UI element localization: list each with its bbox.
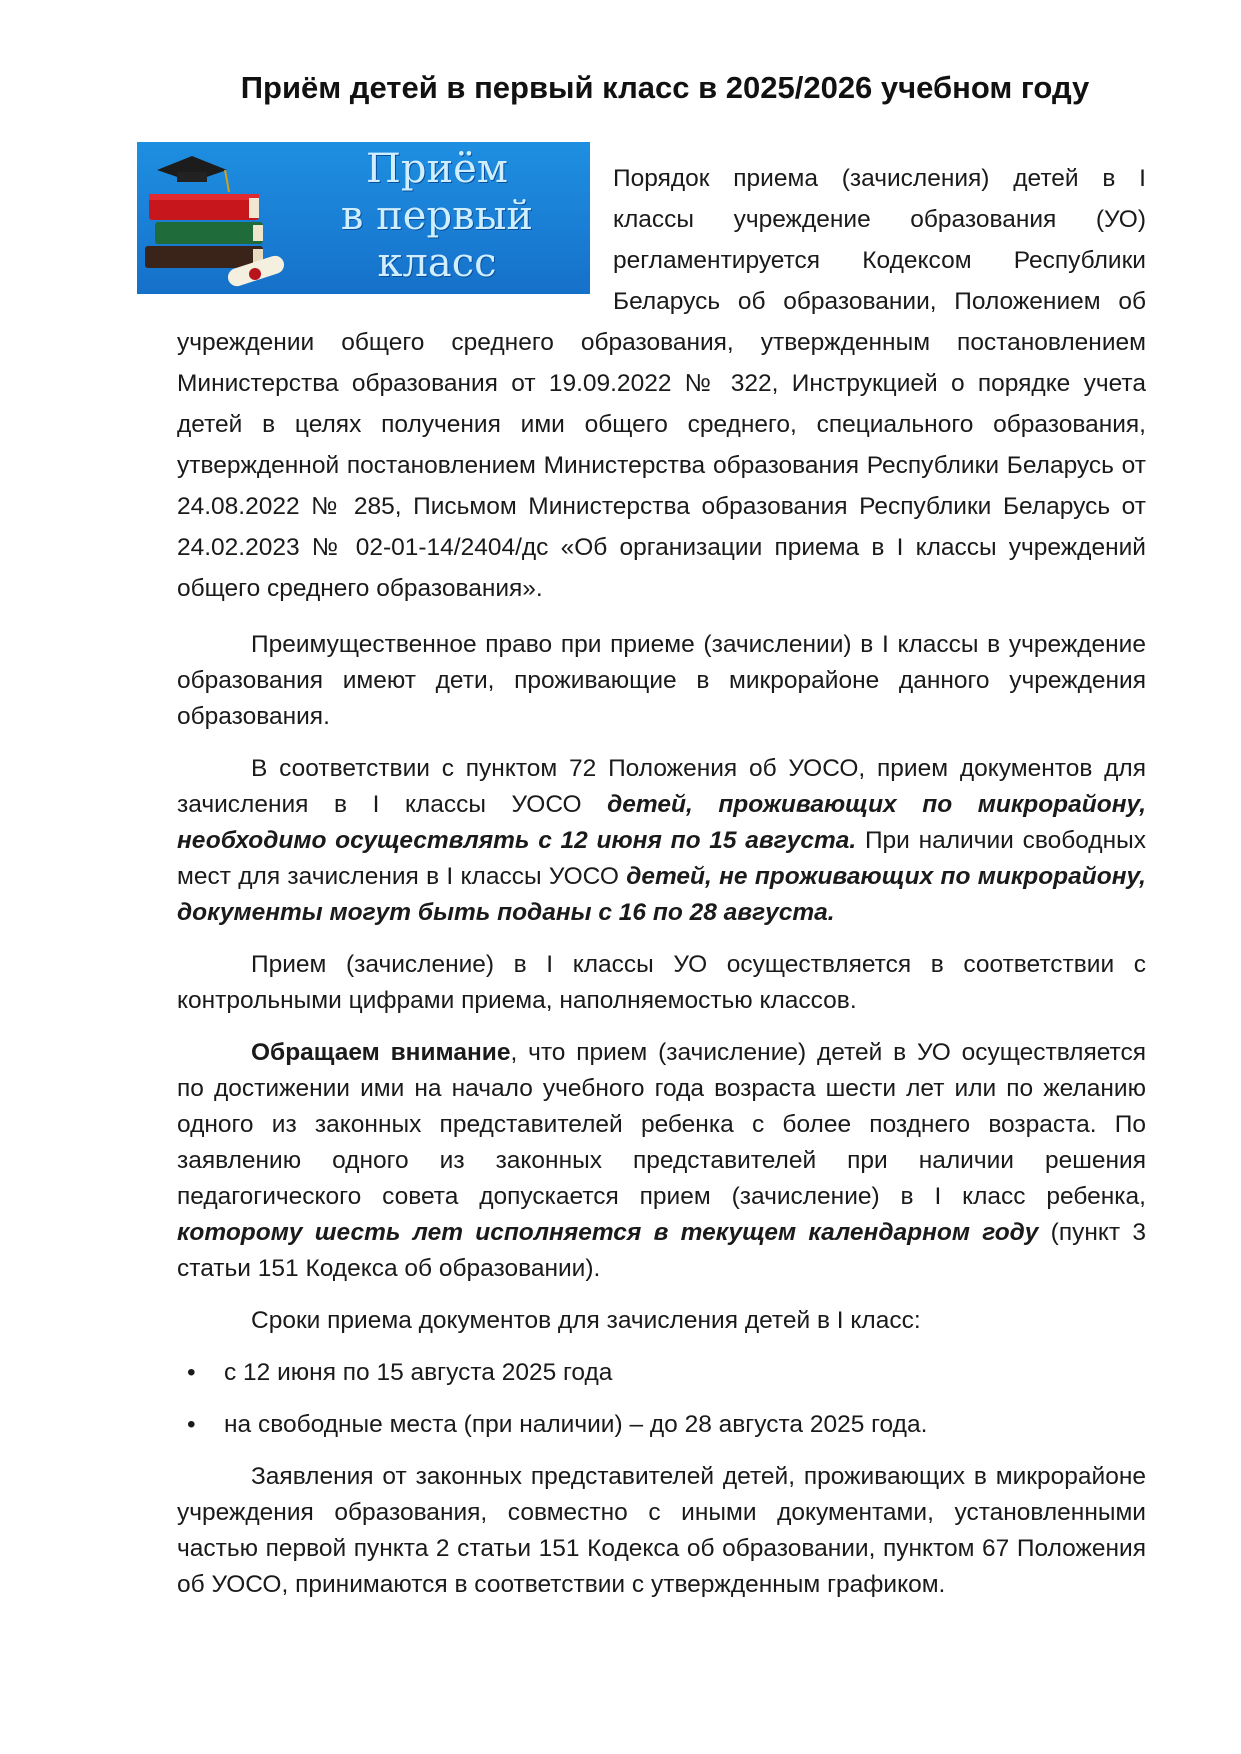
paragraph-priority-right: Преимущественное право при приеме (зачислении) в I классы в учреждение образования имеют дети, проживающие в микрорайоне данного учреждения образования. — [177, 631, 1146, 730]
page-title: Приём детей в первый класс в 2025/2026 учебном году — [240, 70, 1090, 105]
paragraph-deadlines-intro: Сроки приема документов для зачисления детей в I класс: — [251, 1307, 921, 1334]
bullet-icon: • — [187, 1359, 196, 1386]
p5-emphasis-age: которому шесть лет исполняется в текущем календарном году — [177, 1219, 1039, 1246]
paragraph-document-deadlines — [177, 751, 1146, 931]
bullet-icon: • — [187, 1411, 196, 1438]
p5-attention-label: Обращаем внимание — [251, 1039, 511, 1066]
p3-text-a: В соответствии с пунктом 72 Положения об УОСО, прием документов для зачисления в I классы УОСО — [177, 755, 1146, 818]
p3-emphasis-nonresidents: детей, не проживающих по микрорайону, документы могут быть поданы с 16 по 28 августа. — [177, 863, 1146, 926]
list-item-text: с 12 июня по 15 августа 2025 года — [224, 1359, 613, 1386]
banner-line-2: в первый — [340, 193, 534, 239]
p5-text-d: (пункт 3 статьи 151 Кодекса об образовании). — [177, 1219, 1146, 1282]
document-body — [177, 158, 1146, 1619]
list-item — [177, 1355, 1146, 1391]
list-item-text: на свободные места (при наличии) – до 28 августа 2025 года. — [224, 1411, 928, 1438]
paragraph-applications: Заявления от законных представителей детей, проживающих в микрорайоне учреждения образования, совместно с иными документами, установленными частью первой пункта 2 статьи 151 Кодекса об образовании, пунктом 67 Положения об УОСО, принимаются в соответствии с утвержденным графиком. — [177, 1463, 1146, 1598]
list-item — [177, 1407, 1146, 1443]
deadlines-list — [177, 1355, 1146, 1443]
banner-line-3: класс — [377, 240, 497, 286]
p3-emphasis-residents: детей, проживающих по микрорайону, необходимо осуществлять с 12 июня по 15 августа. — [177, 791, 1147, 854]
p3-text-c: При наличии свободных мест для зачисления в I классы УОСО — [177, 827, 1146, 890]
banner-line-1: Приём — [366, 146, 508, 192]
paragraph-age-note — [177, 1035, 1146, 1287]
paragraph-legal-basis: Порядок приема (зачисления) детей в I классы учреждение образования (УО) регламентируется Кодексом Республики Беларусь об образовании, Положением об учреждении общего среднего образования, утвержденным постановлением Министерства образования от 19.09.2022 № 322, Инструкцией о порядке учета детей в целях получения ими общего среднего, специального образования, утвержденной постановлением Министерства образования Республики Беларусь от 24.08.2022 № 285, Письмом Министерства образования Республики Беларусь от 24.02.2023 № 02-01-14/2404/дс «Об организации приема в I классы учреждений общего среднего образования». — [177, 165, 1146, 602]
p5-text-b: , что прием (зачисление) детей в УО осуществляется по достижении ими на начало учебного года возраста шести лет или по желанию одного из законных представителей ребенка с более позднего возраста. По заявлению одного из законных представителей при наличии решения педагогического совета допускается прием (зачисление) в I класс ребенка, — [177, 1039, 1146, 1210]
paragraph-control-figures: Прием (зачисление) в I классы УО осуществляется в соответствии с контрольными цифрами приема, наполняемостью классов. — [177, 951, 1146, 1014]
